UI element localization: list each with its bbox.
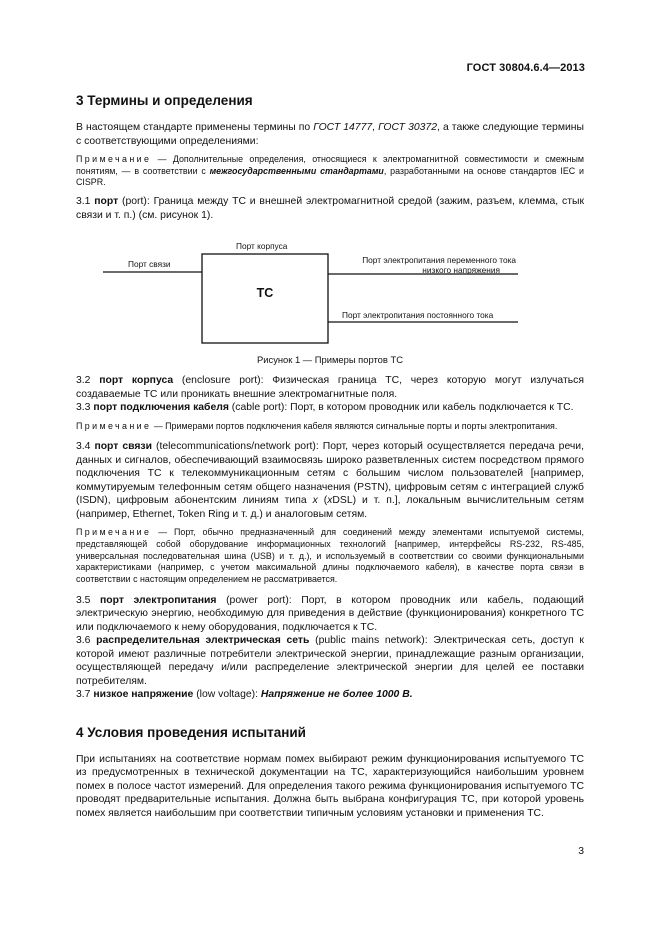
- label-equipment: ТС: [256, 286, 274, 301]
- term-low-voltage: низкое напряжение: [93, 689, 194, 701]
- figure-1-caption: Рисунок 1 — Примеры портов ТС: [257, 354, 403, 366]
- term-port: порт: [94, 196, 119, 208]
- term-cable-port: порт подключения кабеля: [93, 402, 229, 414]
- term-3-3: 3.3 порт подключения кабеля (cable port): Порт, в котором проводник или кабель подключается к ТС.: [76, 402, 574, 414]
- ref-gost-14777: ГОСТ 14777: [313, 122, 373, 133]
- term-public-mains: распределительная электрическая сеть: [96, 635, 310, 647]
- section-4-heading: 4 Условия проведения испытаний: [76, 724, 306, 740]
- section-3-intro: В настоящем стандарте применены термины по ГОСТ 14777, ГОСТ 30372, а также следующие термины с соответствующими определениями:: [76, 122, 584, 147]
- low-voltage-definition: Напряжение не более 1000 В.: [260, 689, 413, 701]
- figure-1: [76, 228, 584, 348]
- port-diagram: [76, 228, 584, 348]
- note-label: Примечание: [76, 420, 152, 431]
- term-power-port: порт электропитания: [100, 594, 217, 606]
- note-label: Примечание: [76, 154, 152, 164]
- label-comm-port: Порт связи: [128, 259, 171, 270]
- ref-gost-30372: ГОСТ 30372: [378, 122, 437, 133]
- term-3-1: 3.1 порт (port): Граница между ТС и внешней электромагнитной средой (зажим, разъем, клемма, стык связи и т. п.) (см. рисунок 1).: [76, 196, 584, 221]
- page-content: [76, 92, 584, 820]
- term-3-5: 3.5 порт электропитания (power port): Порт, в котором проводник или кабель, подающий электрическую энергию, необходимую для приведения в действие (функционирования) конкретного ТС или подключаемого к нему оборудования, подключается к ТС.: [76, 594, 584, 633]
- note-label: Примечание: [76, 527, 152, 538]
- term-3-2: 3.2 порт корпуса (enclosure port): Физическая граница ТС, через которую могут излучаться создаваемые ТС или проникать внешние электромагнитные поля.: [76, 375, 584, 400]
- term-enclosure-port: порт корпуса: [99, 375, 174, 387]
- term-3-4: 3.4 порт связи (telecommunications/network port): Порт, через который осуществляется передача речи, данных и сигналов, обеспечивающий взаимосвязь широко разветвленных систем посредством прямого подключения ТС к телекоммуникационным сетям с большим числом пользователей [например, коммутируемым телефонным сетям общего назначения (PSTN), цифровым сетям с интеграцией служб (ISDN), цифровым абонентским линиям типа x (xDSL) и т. п.], локальным вычислительным сетям (например, Ethernet, Token Ring и т. д.) и аналоговым сетям.: [76, 441, 584, 520]
- term-3-6: 3.6 распределительная электрическая сеть (public mains network): Электрическая сеть, доступ к которой имеют различные потребители электрической энергии, принадлежащие разным организации, осуществляющей передачу и/или распределение электрической энергии для целей ее поставки потребителям.: [76, 635, 584, 687]
- section-3-heading: 3 Термины и определения: [76, 93, 253, 108]
- note-2: Примечание — Примерами портов подключения кабеля являются сигнальные порты и порты электропитания.: [76, 420, 558, 431]
- label-ac-port: Порт электропитания переменного тока низкого напряжения: [362, 255, 516, 276]
- label-enclosure-port: Порт корпуса: [236, 241, 288, 252]
- standard-code: ГОСТ 30804.6.4—2013: [466, 62, 585, 74]
- note-3: Примечание — Порт, обычно предназначенный для соединений между элементами испытуемой системы, представляющей собой оборудование информационных технологий [например, интерфейсы RS-232, RS-485, универсальная последовательная шина (USB) и т. д.), и используемый в соответствии со своими функциональными характеристиками (например, с учетом максимальной длины подключаемого кабеля), в качестве порта связи в соответствии с настоящим определением не рассматривается.: [76, 527, 584, 585]
- note-1: Примечание — Дополнительные определения, относящиеся к электромагнитной совместимости и смежным понятиям, — в соответствии с межгосударственными стандартами, разработанными на основе стандартов IEC и CISPR.: [76, 154, 584, 188]
- page-number: 3: [578, 846, 584, 857]
- label-dc-port: Порт электропитания постоянного тока: [342, 310, 494, 321]
- section-4-paragraph: При испытаниях на соответствие нормам помех выбирают режим функционирования испытуемого ТС из предусмотренных в технической документации на ТС, характеризующийся наибольшим уровнем помех в полосе частот измерений. Для определения такого режима функционирования испытуемого ТС проводят предварительные испытания. Должна быть выбрана конфигурация ТС, при которой уровень помех является наибольшим при соответствии типичным условиям установки и применения ТС.: [76, 753, 584, 819]
- term-telecom-port: порт связи: [94, 441, 152, 453]
- term-3-7: 3.7 низкое напряжение (low voltage): Напряжение не более 1000 В.: [76, 689, 413, 701]
- emphasis-interstate-standards: межгосударственными стандартами: [209, 165, 384, 176]
